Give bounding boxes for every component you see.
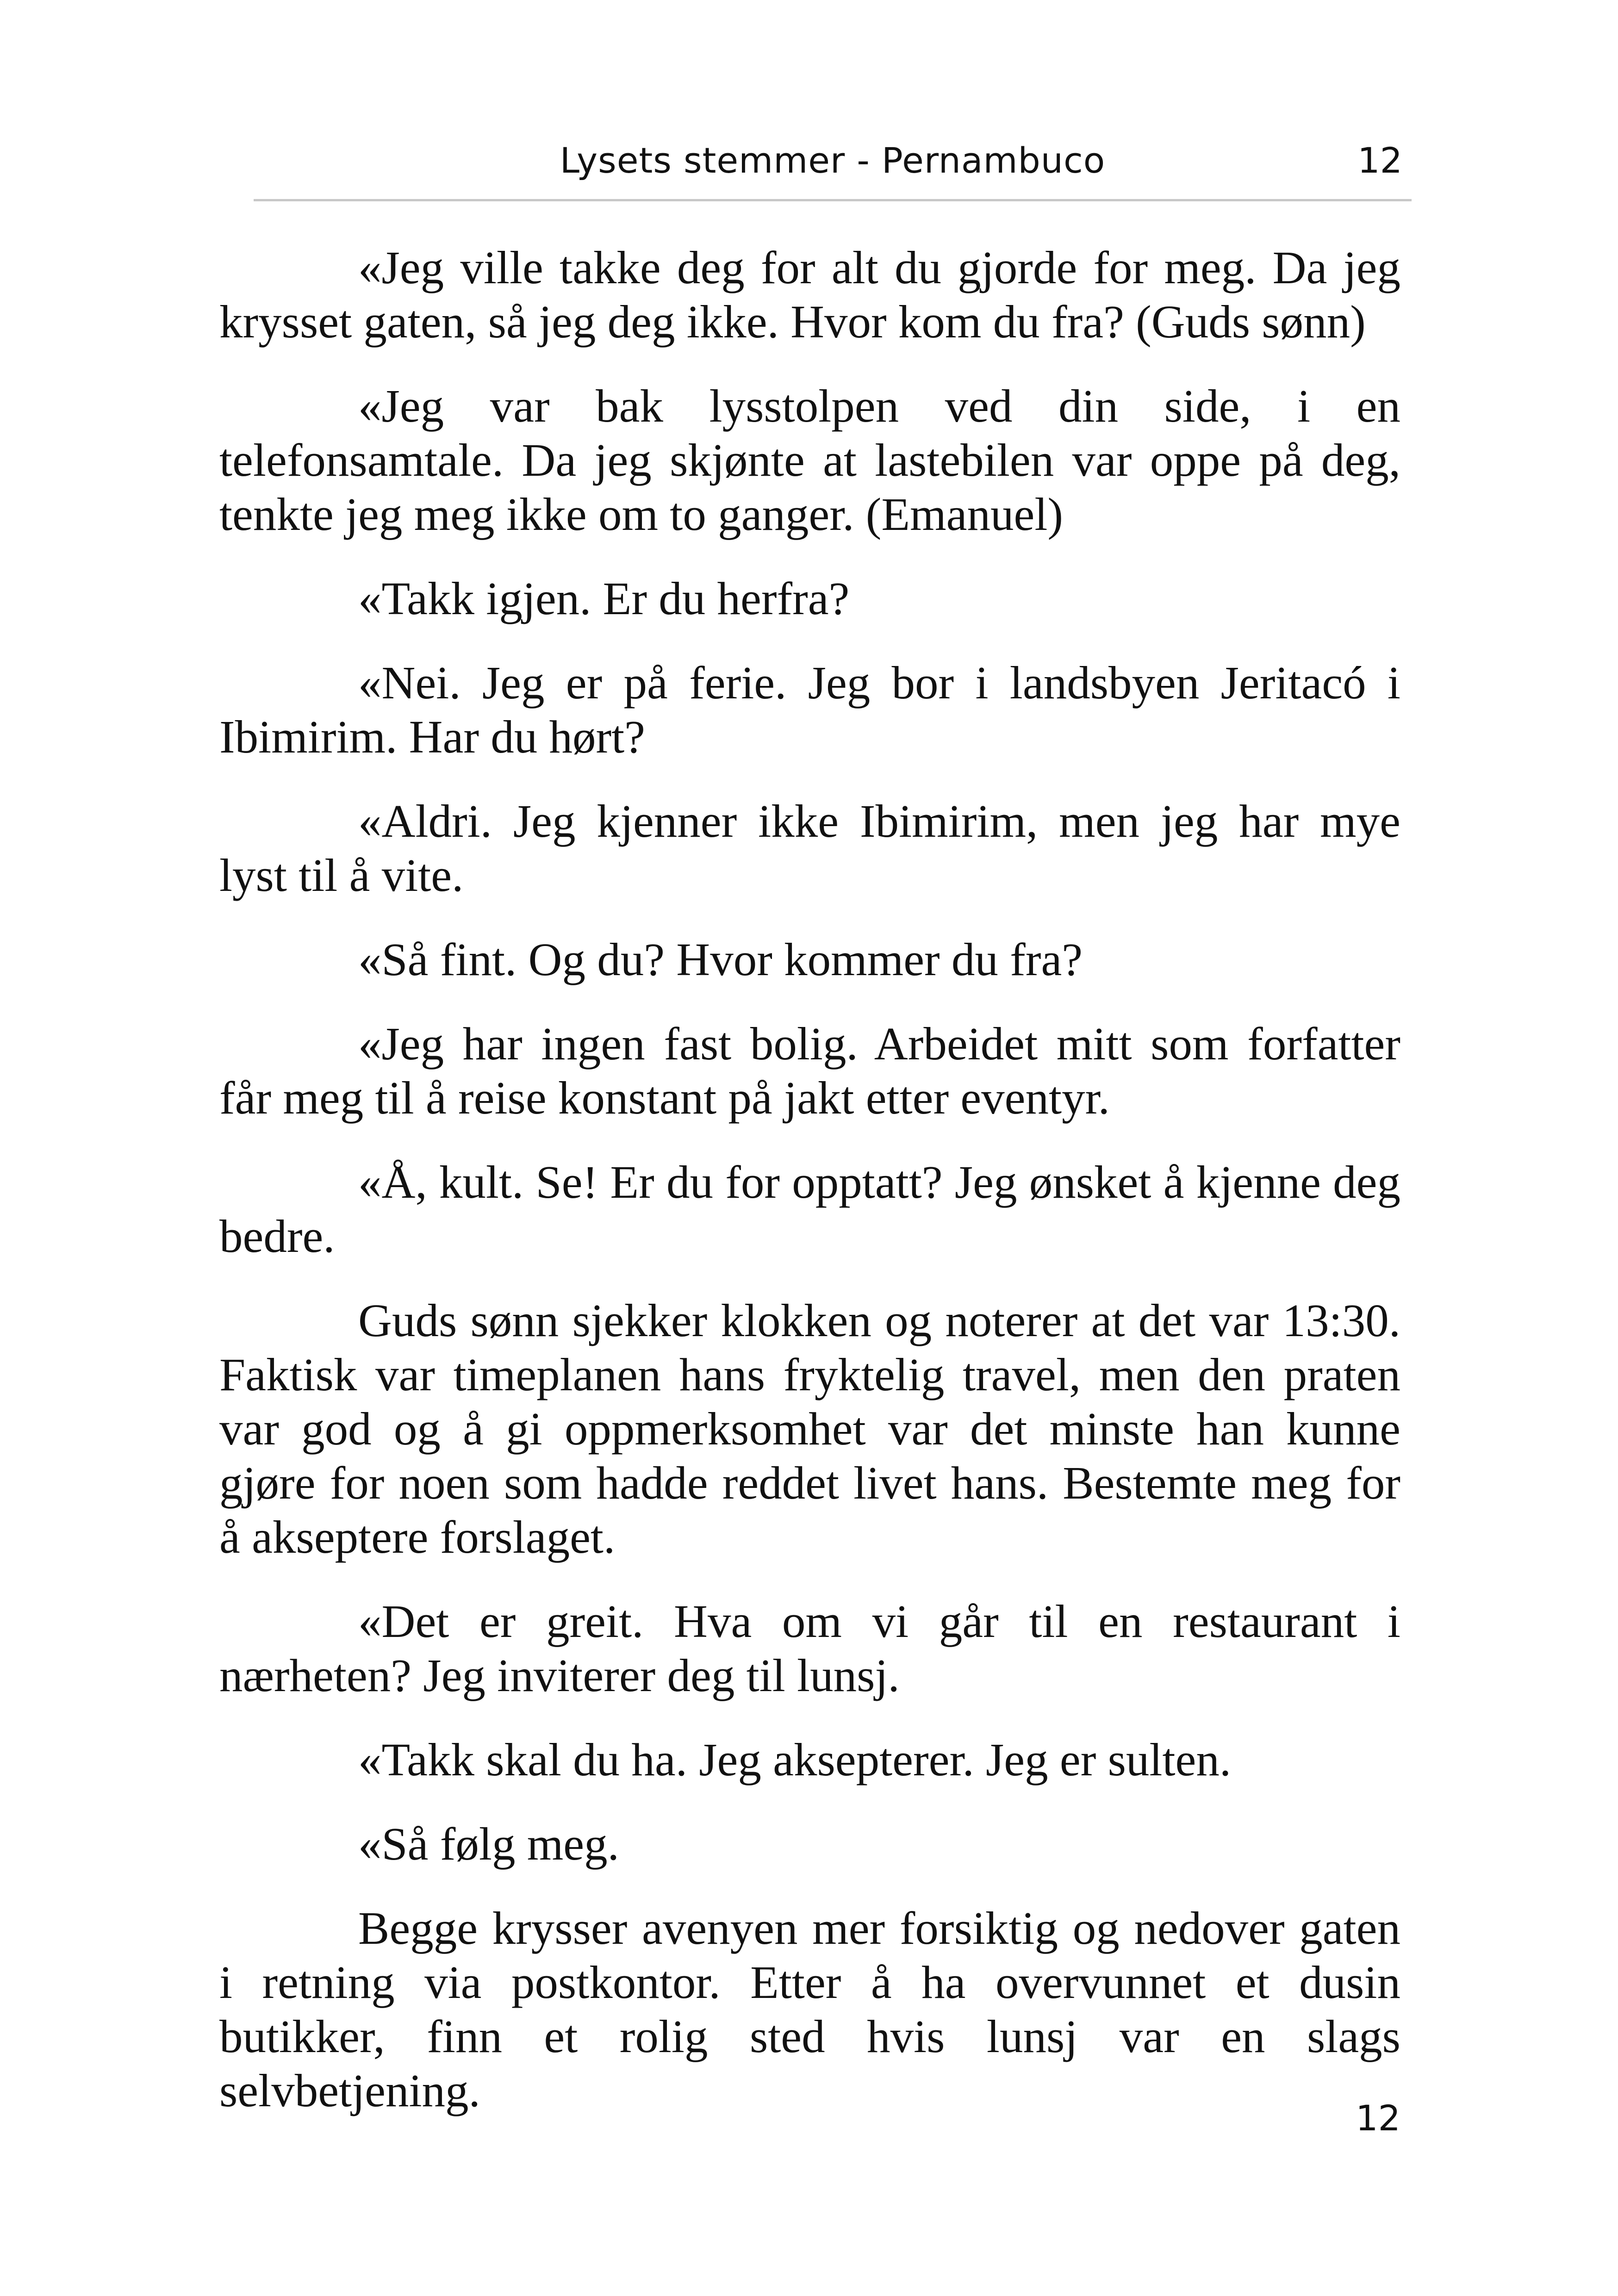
paragraph-11: «Takk skal du ha. Jeg aksepterer. Jeg er sulten. xyxy=(358,1734,1232,1786)
paragraph-1: «Jeg ville takke deg for alt du gjorde for meg. Da jeg krysset gaten, så jeg deg ikke. Hvor kom du fra? (Guds sønn) xyxy=(219,242,1400,348)
paragraph-12: «Så følg meg. xyxy=(358,1818,619,1870)
paragraph-9: Guds sønn sjekker klokken og noterer at det var 13:30. Faktisk var timeplanen hans fryktelig travel, men den praten var god og å gi oppmerksomhet var det minste han kunne gjøre for noen som hadde reddet livet hans. Bestemte meg for å akseptere forslaget. xyxy=(219,1294,1400,1563)
paragraph-6: «Så fint. Og du? Hvor kommer du fra? xyxy=(358,933,1083,985)
paragraph-4: «Nei. Jeg er på ferie. Jeg bor i landsbyen Jeritacó i Ibimirim. Har du hørt? xyxy=(219,657,1400,763)
running-header xyxy=(254,130,1412,201)
paragraph-10: «Det er greit. Hva om vi går til en restaurant i nærheten? Jeg inviterer deg til lunsj. xyxy=(219,1595,1400,1701)
paragraph-7: «Jeg har ingen fast bolig. Arbeidet mitt som forfatter får meg til å reise konstant på jakt etter eventyr. xyxy=(219,1018,1400,1124)
body-text xyxy=(219,241,1400,2148)
header-page-number: 12 xyxy=(1357,140,1402,181)
paragraph-2: «Jeg var bak lysstolpen ved din side, i en telefonsamtale. Da jeg skjønte at lastebilen var oppe på deg, tenkte jeg meg ikke om to ganger. (Emanuel) xyxy=(219,380,1400,540)
header-title: Lysets stemmer - Pernambuco xyxy=(560,140,1106,181)
paragraph-3: «Takk igjen. Er du herfra? xyxy=(358,572,850,624)
footer-page-number: 12 xyxy=(1356,2097,1400,2139)
paragraph-8: «Å, kult. Se! Er du for opptatt? Jeg ønsket å kjenne deg bedre. xyxy=(219,1156,1400,1262)
paragraph-13: Begge krysser avenyen mer forsiktig og nedover gaten i retning via postkontor. Etter å ha overvunnet et dusin butikker, finn et rolig sted hvis lunsj var en slags selvbetjening. xyxy=(219,1902,1400,2116)
paragraph-5: «Aldri. Jeg kjenner ikke Ibimirim, men jeg har mye lyst til å vite. xyxy=(219,795,1400,901)
